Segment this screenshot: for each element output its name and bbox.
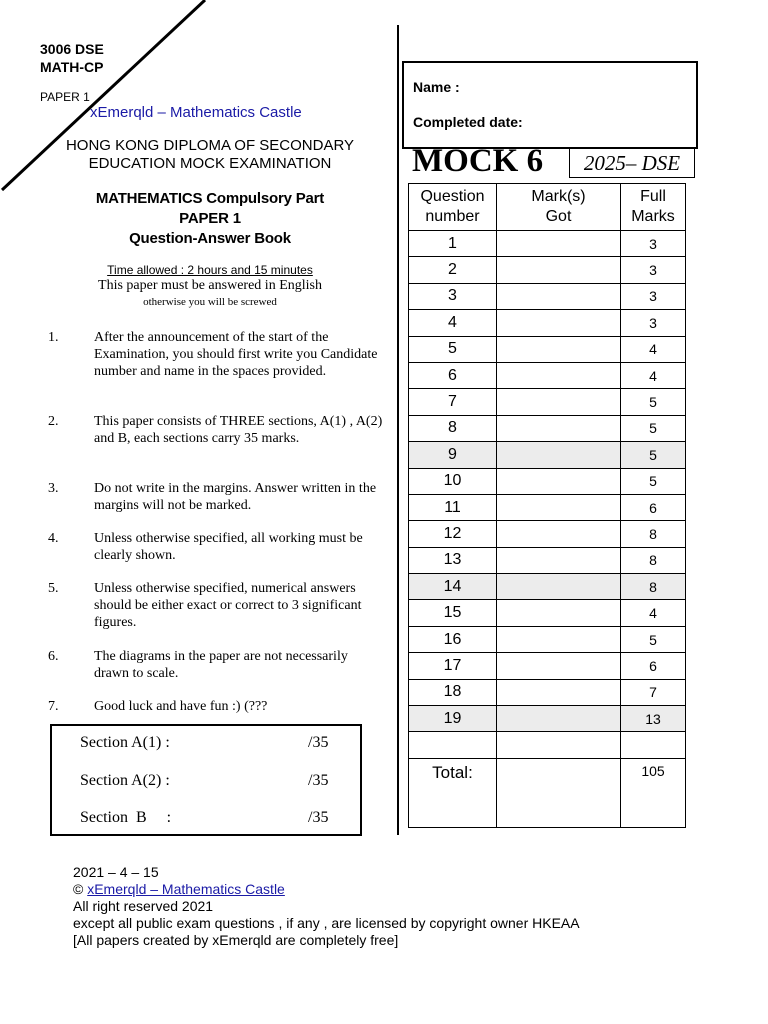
instruction-text: Unless otherwise specified, all working must be clearly shown. xyxy=(94,531,363,563)
header-full-marks xyxy=(621,184,686,231)
table-row xyxy=(409,653,686,679)
paper-title xyxy=(40,189,380,249)
total-got-cell[interactable] xyxy=(497,758,621,827)
question-number: 12 xyxy=(409,521,497,547)
table-row xyxy=(409,415,686,441)
blank-cell xyxy=(409,732,497,758)
question-number: 14 xyxy=(409,574,497,600)
full-marks: 5 xyxy=(621,389,686,415)
exam-title xyxy=(40,137,380,173)
marks-got-cell[interactable] xyxy=(497,574,621,600)
marks-table-header xyxy=(409,184,686,231)
question-number: 8 xyxy=(409,415,497,441)
marks-got-cell[interactable] xyxy=(497,706,621,732)
marks-got-cell[interactable] xyxy=(497,626,621,652)
instruction-text: Do not write in the margins. Answer written in the margins will not be marked. xyxy=(94,481,377,513)
full-marks: 4 xyxy=(621,362,686,388)
question-number: 19 xyxy=(409,706,497,732)
copyright-symbol: © xyxy=(73,881,84,897)
section-label: Section A(2) : xyxy=(80,772,170,789)
full-marks: 6 xyxy=(621,653,686,679)
footer-rights: All right reserved 2021 xyxy=(73,898,214,914)
instruction-number: 1. xyxy=(48,330,59,345)
instruction-number: 6. xyxy=(48,649,59,664)
instruction-text: The diagrams in the paper are not necessarily drawn to scale. xyxy=(94,649,348,681)
marks-got-cell[interactable] xyxy=(497,653,621,679)
marks-got-cell[interactable] xyxy=(497,415,621,441)
table-row xyxy=(409,336,686,362)
header-text: Full xyxy=(640,188,666,205)
language-note: This paper must be answered in English xyxy=(98,278,322,293)
marks-table xyxy=(408,183,686,828)
time-allowed: Time allowed : 2 hours and 15 minutes xyxy=(107,263,313,277)
marks-got-cell[interactable] xyxy=(497,494,621,520)
question-number: 3 xyxy=(409,283,497,309)
table-row xyxy=(409,494,686,520)
paper-label: PAPER 1 xyxy=(40,90,90,104)
total-row xyxy=(409,758,686,827)
instruction-text: This paper consists of THREE sections, A(1) , A(2) and B, each sections carry 35 marks. xyxy=(94,414,383,446)
full-marks: 3 xyxy=(621,257,686,283)
marks-got-cell[interactable] xyxy=(497,442,621,468)
subject-code: MATH-CP xyxy=(40,59,104,75)
instruction-number: 2. xyxy=(48,414,59,429)
marks-got-cell[interactable] xyxy=(497,468,621,494)
paper-code-block xyxy=(40,40,104,76)
full-marks: 4 xyxy=(621,336,686,362)
full-marks: 4 xyxy=(621,600,686,626)
full-marks: 5 xyxy=(621,415,686,441)
table-row xyxy=(409,389,686,415)
footer-date: 2021 – 4 – 15 xyxy=(73,864,159,880)
table-row xyxy=(409,600,686,626)
blank-cell xyxy=(621,732,686,758)
name-label: Name : xyxy=(413,79,460,95)
question-number: 17 xyxy=(409,653,497,679)
header-text: Got xyxy=(545,208,572,225)
copyright-link[interactable]: xEmerqld – Mathematics Castle xyxy=(87,881,285,897)
header-text: number xyxy=(425,208,480,225)
paper-title-line3: Question-Answer Book xyxy=(129,230,291,247)
full-marks: 6 xyxy=(621,494,686,520)
question-number: 7 xyxy=(409,389,497,415)
full-marks: 5 xyxy=(621,626,686,652)
question-number: 16 xyxy=(409,626,497,652)
marks-got-cell[interactable] xyxy=(497,547,621,573)
question-number: 11 xyxy=(409,494,497,520)
mock-title: MOCK 6 xyxy=(412,143,544,179)
table-row xyxy=(409,626,686,652)
total-full-marks: 105 xyxy=(621,758,686,827)
marks-got-cell[interactable] xyxy=(497,521,621,547)
table-row xyxy=(409,310,686,336)
exam-code: 3006 DSE xyxy=(40,41,104,57)
marks-got-cell[interactable] xyxy=(497,336,621,362)
blank-cell xyxy=(497,732,621,758)
header-question-number xyxy=(409,184,497,231)
marks-got-cell[interactable] xyxy=(497,310,621,336)
full-marks: 3 xyxy=(621,283,686,309)
instruction-text: Unless otherwise specified, numerical answers should be either exact or correct to 3 significant figures. xyxy=(94,581,362,630)
section-max: /35 xyxy=(308,772,329,789)
full-marks: 3 xyxy=(621,231,686,257)
table-row xyxy=(409,283,686,309)
header-text: Marks xyxy=(631,208,675,225)
marks-got-cell[interactable] xyxy=(497,283,621,309)
question-number: 4 xyxy=(409,310,497,336)
exam-title-line2: EDUCATION MOCK EXAMINATION xyxy=(88,155,332,172)
section-max: /35 xyxy=(308,734,329,751)
marks-got-cell[interactable] xyxy=(497,600,621,626)
instruction-text: Good luck and have fun :) (??? xyxy=(94,699,268,714)
table-row xyxy=(409,547,686,573)
paper-title-line2: PAPER 1 xyxy=(179,210,241,227)
marks-got-cell[interactable] xyxy=(497,389,621,415)
full-marks: 8 xyxy=(621,574,686,600)
header-marks-got xyxy=(497,184,621,231)
table-row xyxy=(409,574,686,600)
full-marks: 5 xyxy=(621,468,686,494)
table-row xyxy=(409,679,686,705)
section-score-box xyxy=(50,724,362,836)
header-text: Mark(s) xyxy=(531,188,586,205)
section-label: Section A(1) : xyxy=(80,734,170,751)
paper-title-line1: MATHEMATICS Compulsory Part xyxy=(95,190,325,207)
question-number: 1 xyxy=(409,231,497,257)
instruction-number: 5. xyxy=(48,581,59,596)
table-row xyxy=(409,468,686,494)
table-row xyxy=(409,442,686,468)
question-number: 15 xyxy=(409,600,497,626)
footer-free-note: [All papers created by xEmerqld are completely free] xyxy=(73,932,399,948)
footer-copyright xyxy=(73,881,580,898)
author-name: xEmerqld – Mathematics Castle xyxy=(90,104,302,121)
footer-license: except all public exam questions , if any , are licensed by copyright owner HKEAA xyxy=(73,915,580,931)
marks-got-cell[interactable] xyxy=(497,679,621,705)
full-marks: 13 xyxy=(621,706,686,732)
candidate-info-box xyxy=(402,61,698,149)
instruction-number: 3. xyxy=(48,481,59,496)
instruction-number: 4. xyxy=(48,531,59,546)
exam-title-line1: HONG KONG DIPLOMA OF SECONDARY xyxy=(65,137,355,154)
question-number: 10 xyxy=(409,468,497,494)
marks-got-cell[interactable] xyxy=(497,231,621,257)
section-max: /35 xyxy=(308,809,329,826)
question-number: 6 xyxy=(409,362,497,388)
header-text: Question xyxy=(420,188,485,205)
instruction-text: After the announcement of the start of the Examination, you should first write you Candidate number and name in the spaces provided. xyxy=(94,330,378,379)
full-marks: 8 xyxy=(621,521,686,547)
question-number: 18 xyxy=(409,679,497,705)
full-marks: 8 xyxy=(621,547,686,573)
marks-got-cell[interactable] xyxy=(497,257,621,283)
warning-note: otherwise you will be screwed xyxy=(143,296,277,308)
full-marks: 3 xyxy=(621,310,686,336)
instruction-number: 7. xyxy=(48,699,59,714)
total-label: Total: xyxy=(409,758,497,827)
full-marks: 5 xyxy=(621,442,686,468)
table-row-blank xyxy=(409,732,686,758)
marks-got-cell[interactable] xyxy=(497,362,621,388)
vertical-divider xyxy=(397,25,399,835)
table-row xyxy=(409,257,686,283)
question-number: 13 xyxy=(409,547,497,573)
table-row xyxy=(409,362,686,388)
question-number: 9 xyxy=(409,442,497,468)
completed-date-label: Completed date: xyxy=(413,114,523,130)
table-row xyxy=(409,521,686,547)
question-number: 5 xyxy=(409,336,497,362)
footer xyxy=(73,864,580,949)
mock-year: 2025– DSE xyxy=(569,148,695,178)
table-row xyxy=(409,706,686,732)
section-label: Section B : xyxy=(80,809,172,826)
mock-title-row xyxy=(402,143,696,180)
table-row xyxy=(409,231,686,257)
full-marks: 7 xyxy=(621,679,686,705)
question-number: 2 xyxy=(409,257,497,283)
